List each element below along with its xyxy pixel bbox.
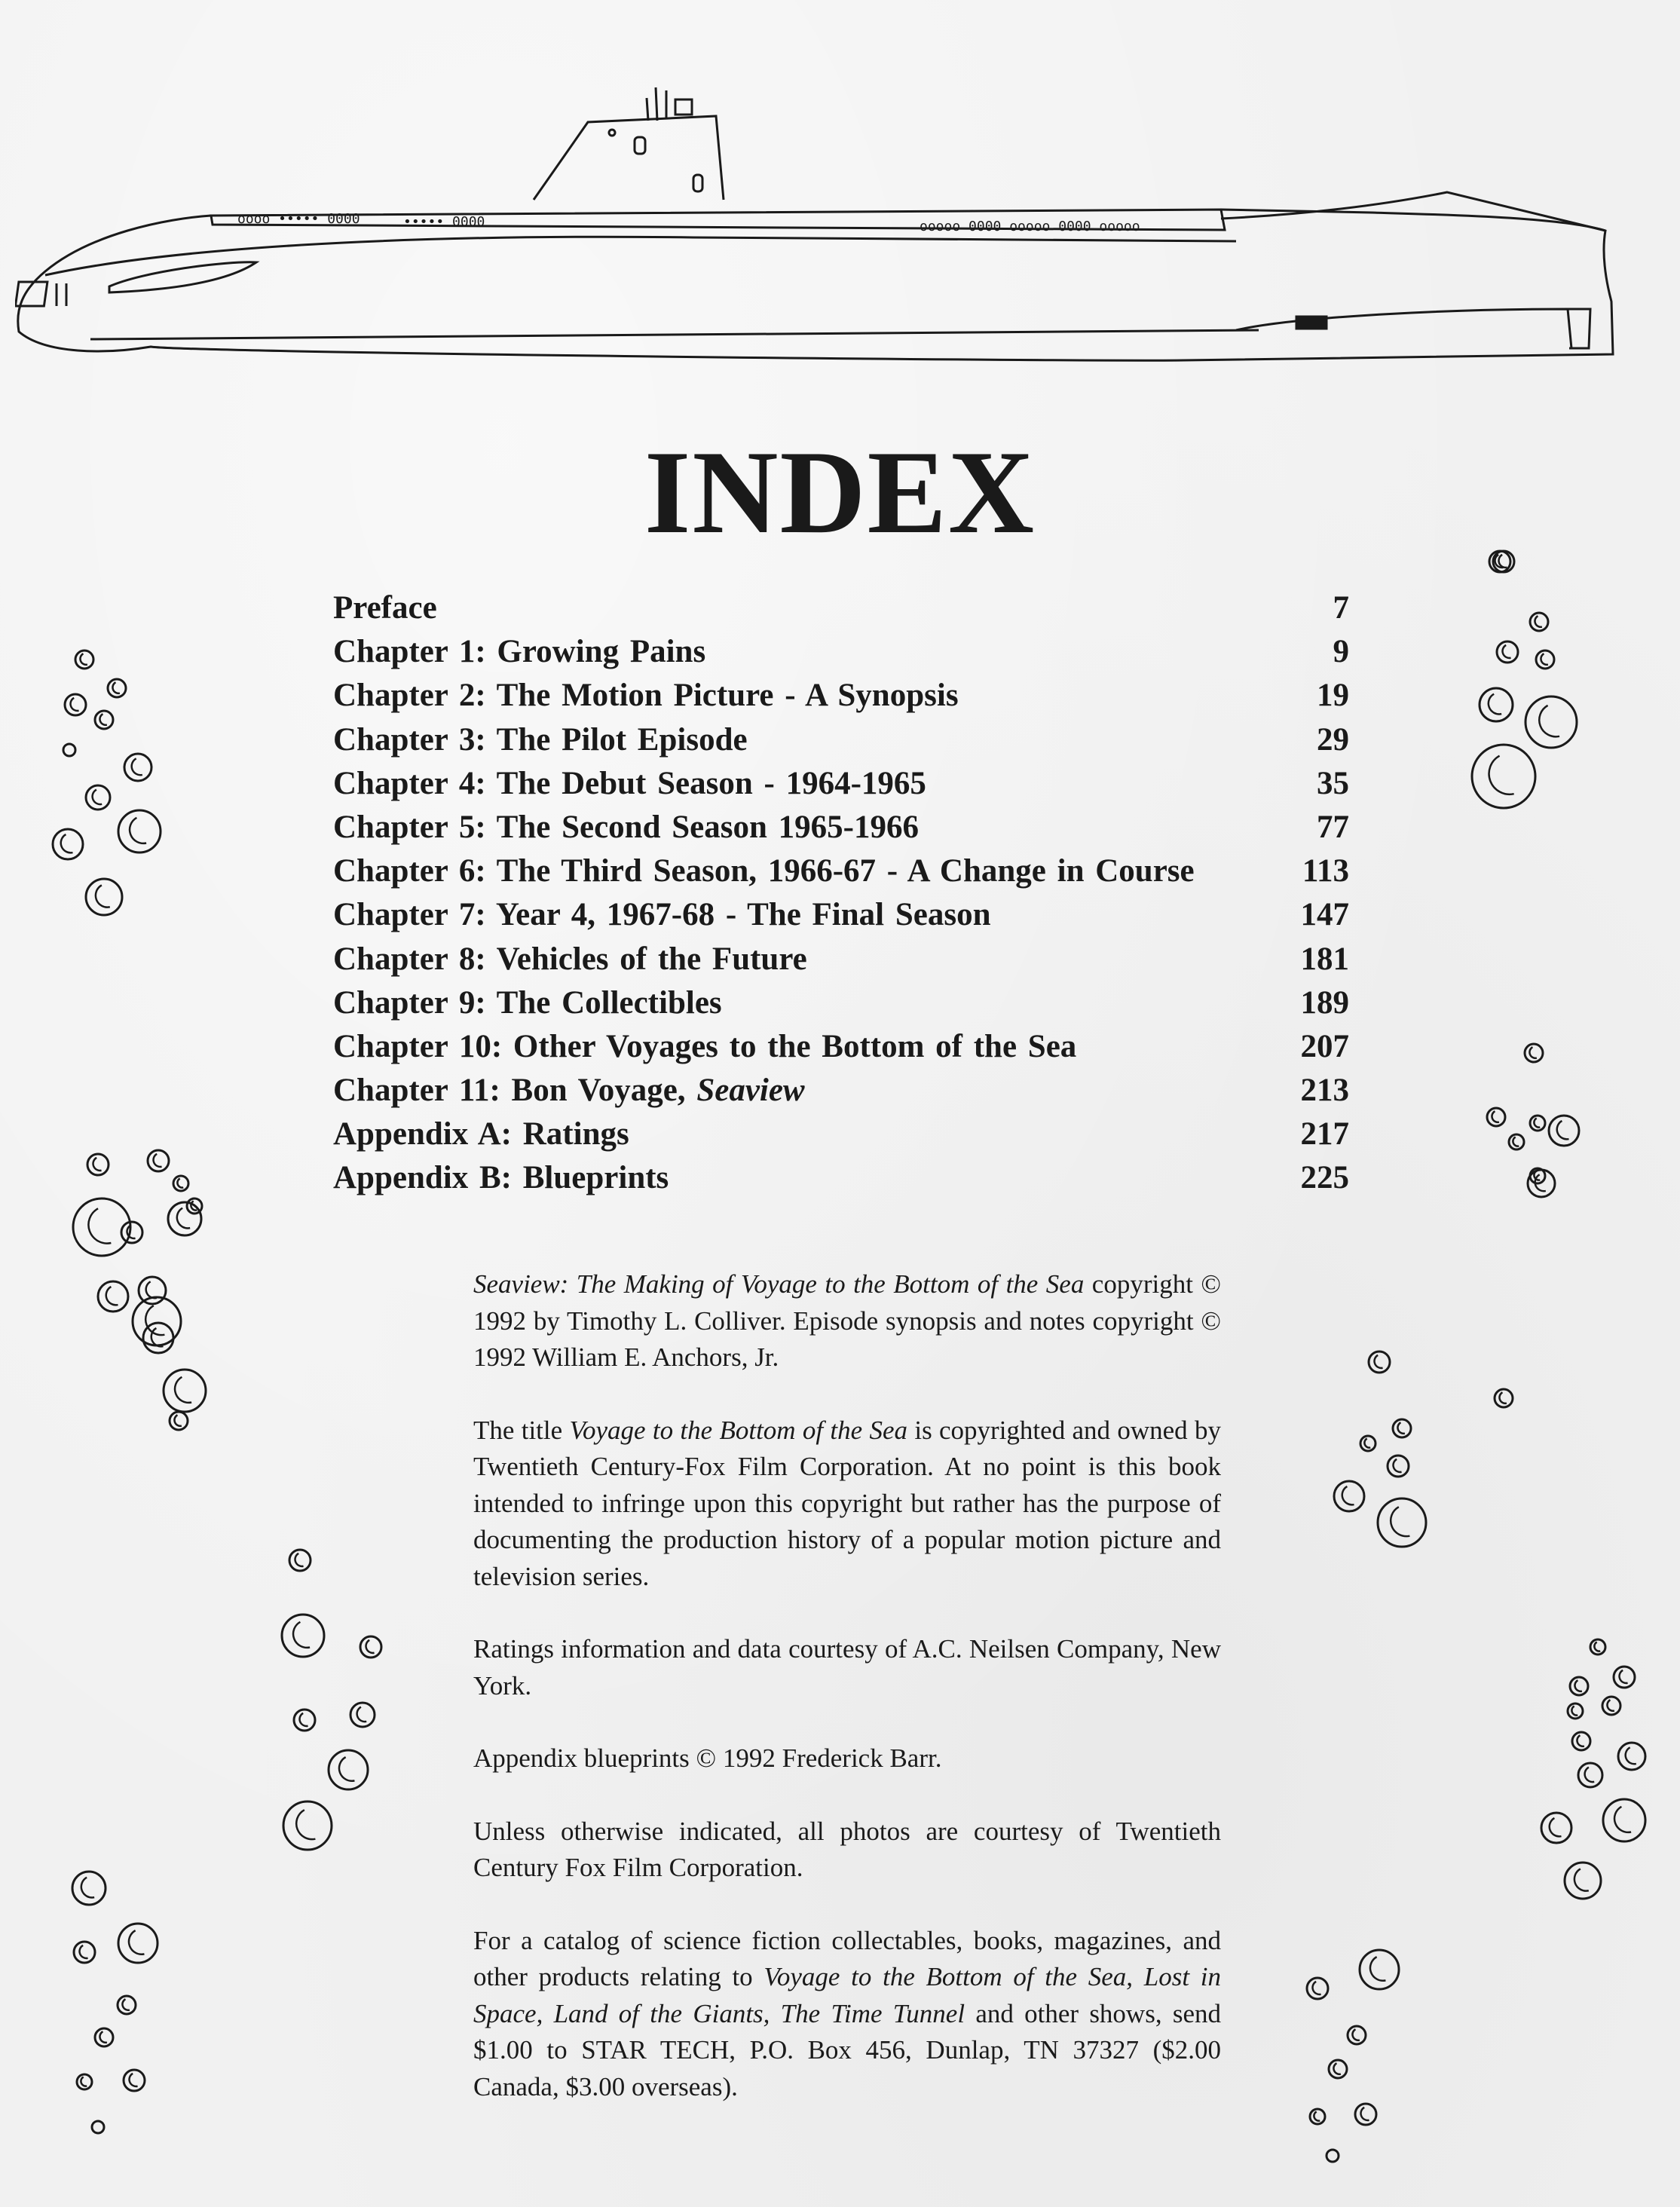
- toc-entry-page: 217: [1300, 1116, 1349, 1152]
- toc-entry-label: Preface: [333, 590, 437, 626]
- trademark-paragraph: [473, 1413, 1221, 1596]
- toc-entry[interactable]: [333, 849, 1349, 893]
- toc-entry-label: Appendix A: Ratings: [333, 1116, 629, 1152]
- catalog-show-titles: Voyage to the Bottom of the Sea, Lost in Space, Land of the Giants, The Time Tunnel: [473, 1962, 1221, 2028]
- trademark-text-pre: The title: [473, 1415, 570, 1445]
- toc-entry-label: [333, 1069, 805, 1113]
- seaview-submarine-illustration: [15, 83, 1643, 384]
- toc-entry[interactable]: [333, 630, 1349, 674]
- trademark-text-post: is copyrighted and owned by Twentieth Century-Fox Film Corporation. At no point is this book intended to infringe upon this copyright but rather has the purpose of documenting the production history of a popular motion picture and television series.: [473, 1415, 1221, 1591]
- catalog-text-post: and other shows, send $1.00 to STAR TECH, P.O. Box 456, Dunlap, TN 37327 ($2.00 Canada, $3.00 overseas).: [473, 1998, 1222, 2101]
- toc-entry-label: Chapter 2: The Motion Picture - A Synopsis: [333, 678, 959, 714]
- toc-entry-page: 77: [1317, 809, 1349, 845]
- toc-entry[interactable]: [333, 762, 1349, 806]
- toc-entry-label: Chapter 7: Year 4, 1967-68 - The Final Season: [333, 897, 991, 933]
- toc-entry[interactable]: [333, 893, 1349, 937]
- toc-entry-page: 7: [1333, 590, 1349, 626]
- table-of-contents: [333, 586, 1349, 1201]
- toc-entry-label-italic: Seaview: [696, 1073, 805, 1109]
- copyright-notes: [473, 1266, 1221, 2141]
- toc-entry-page: 9: [1333, 634, 1349, 670]
- book-title: Seaview: The Making of Voyage to the Bottom of the Sea: [473, 1269, 1085, 1299]
- toc-entry-page: 29: [1317, 721, 1349, 758]
- toc-entry-page: 207: [1300, 1028, 1349, 1064]
- toc-entry-label: Chapter 6: The Third Season, 1966-67 - A Change in Course: [333, 853, 1195, 889]
- toc-entry-label: Chapter 9: The Collectibles: [333, 984, 722, 1021]
- toc-entry[interactable]: [333, 806, 1349, 849]
- toc-entry-label: Appendix B: Blueprints: [333, 1160, 669, 1196]
- blueprints-note: Appendix blueprints © 1992 Frederick Barr.: [473, 1743, 942, 1773]
- toc-entry-label: Chapter 1: Growing Pains: [333, 634, 706, 670]
- ratings-note: Ratings information and data courtesy of A.C. Neilsen Company, New York.: [473, 1634, 1221, 1700]
- toc-entry-label-text: Chapter 11: Bon Voyage,: [333, 1073, 697, 1109]
- toc-entry-page: 35: [1317, 765, 1349, 801]
- toc-entry[interactable]: [333, 981, 1349, 1025]
- svg-text:••••• 0000: ••••• 0000: [403, 214, 485, 230]
- toc-entry[interactable]: [333, 1069, 1349, 1113]
- toc-entry-page: 19: [1317, 678, 1349, 714]
- toc-entry-label: Chapter 3: The Pilot Episode: [333, 721, 748, 758]
- trademark-title: Voyage to the Bottom of the Sea: [569, 1415, 908, 1445]
- toc-entry[interactable]: [333, 1156, 1349, 1200]
- toc-entry-page: 189: [1300, 984, 1349, 1021]
- toc-entry[interactable]: [333, 1113, 1349, 1156]
- svg-text:ooooo 0000 ooooo 0000 ooooo: ooooo 0000 ooooo 0000 ooooo: [920, 219, 1140, 234]
- toc-entry-page: 113: [1302, 853, 1349, 889]
- toc-entry-label: Chapter 4: The Debut Season - 1964-1965: [333, 765, 926, 801]
- photos-note: Unless otherwise indicated, all photos are courtesy of Twentieth Century Fox Film Corporation.: [473, 1816, 1221, 1882]
- toc-entry[interactable]: [333, 718, 1349, 762]
- copyright-line: copyright © 1992 by Timothy L. Colliver. Episode synopsis and notes copyright © 1992 William E. Anchors, Jr.: [473, 1269, 1221, 1372]
- toc-entry[interactable]: [333, 674, 1349, 718]
- toc-entry-page: 147: [1300, 897, 1349, 933]
- toc-entry-page: 181: [1300, 941, 1349, 977]
- toc-entry-label: Chapter 5: The Second Season 1965-1966: [333, 809, 919, 845]
- toc-entry-page: 225: [1300, 1160, 1349, 1196]
- toc-entry[interactable]: [333, 938, 1349, 981]
- toc-entry[interactable]: [333, 586, 1349, 630]
- toc-entry[interactable]: [333, 1025, 1349, 1069]
- toc-entry-label: Chapter 10: Other Voyages to the Bottom of the Sea: [333, 1028, 1077, 1064]
- copyright-paragraph: [473, 1266, 1221, 1376]
- toc-entry-page: 213: [1300, 1073, 1349, 1109]
- toc-entry-label: Chapter 8: Vehicles of the Future: [333, 941, 807, 977]
- catalog-paragraph: [473, 1923, 1221, 2106]
- catalog-text-pre: For a catalog of science fiction collectables, books, magazines, and other products relating to: [473, 1925, 1221, 1991]
- index-title: INDEX: [644, 427, 1036, 559]
- svg-text:oooo ••••• 0000: oooo ••••• 0000: [237, 211, 360, 227]
